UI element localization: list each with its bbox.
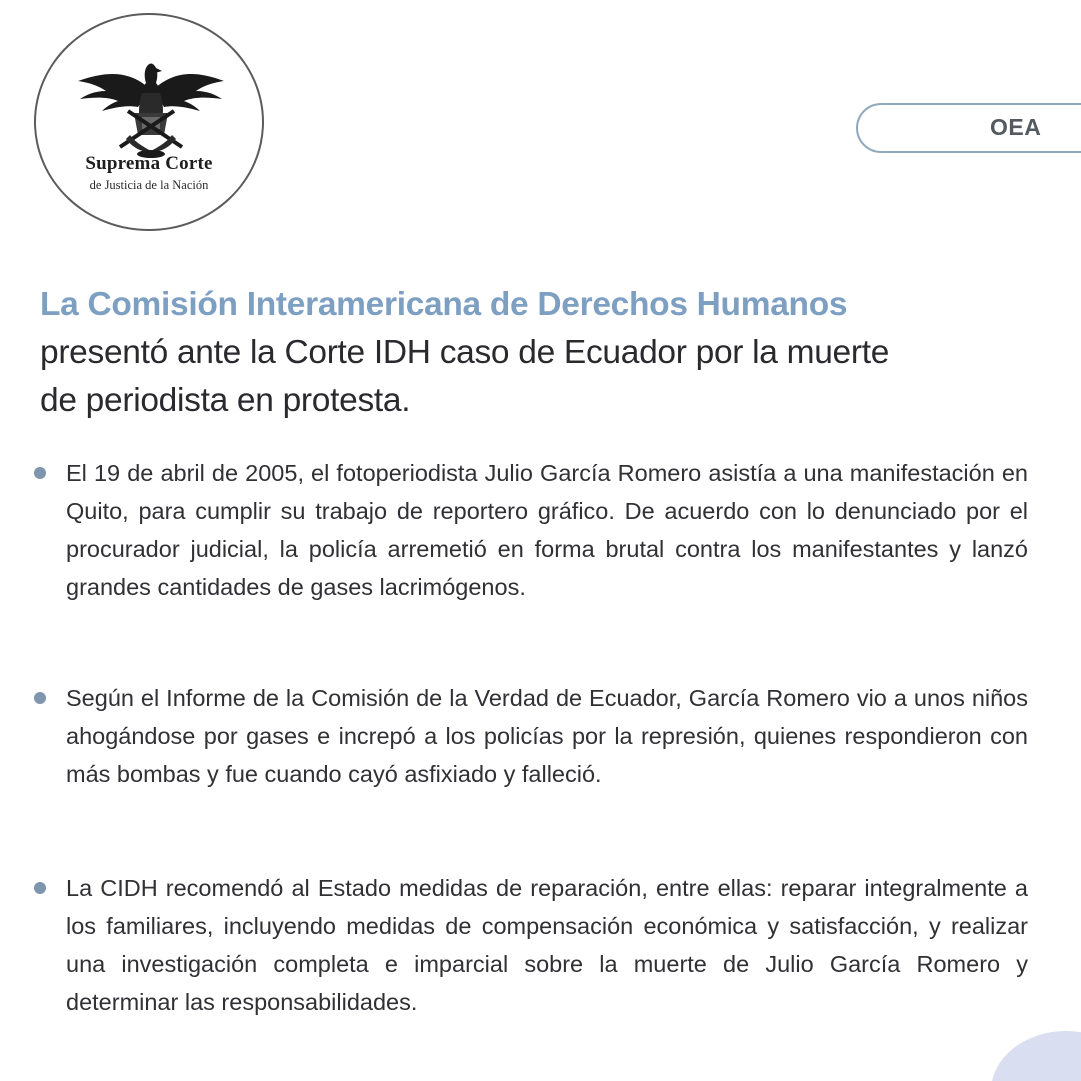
eagle-emblem-icon xyxy=(72,51,230,161)
oea-tag xyxy=(856,103,1081,153)
court-logo xyxy=(34,13,264,231)
bullet-dot-icon xyxy=(34,467,46,479)
headline-line-2: presentó ante la Corte IDH caso de Ecuador por la muerte xyxy=(40,334,890,371)
oea-label: OEA xyxy=(990,114,1042,140)
headline-line-3: de periodista en protesta. xyxy=(40,382,411,419)
headline xyxy=(40,281,1070,425)
bullet-text: Según el Informe de la Comisión de la Verdad de Ecuador, García Romero vio a unos niños ahogándose por gases e increpó a los policías por la represión, quienes respondieron con más bombas y fue cuando cayó asfixiado y falleció. xyxy=(66,685,1028,787)
headline-accent: La Comisión Interamericana de Derechos Humanos xyxy=(40,286,848,323)
bullet-dot-icon xyxy=(34,882,46,894)
bullet-dot-icon xyxy=(34,692,46,704)
logo-subtitle: de Justicia de la Nación xyxy=(89,178,209,192)
logo-title: Suprema Corte xyxy=(85,153,213,174)
decorative-corner-shape xyxy=(991,1031,1081,1081)
bullet-text: La CIDH recomendó al Estado medidas de reparación, entre ellas: reparar integralmente a los familiares, incluyendo medidas de compensación económica y satisfacción, y realizar una investigación completa e imparcial sobre la muerte de Julio García Romero y determinar las responsabilidades. xyxy=(66,875,1028,1015)
bullet-text: El 19 de abril de 2005, el fotoperiodista Julio García Romero asistía a una manifestación en Quito, para cumplir su trabajo de reportero gráfico. De acuerdo con lo denunciado por el procurador judicial, la policía arremetió en forma brutal contra los manifestantes y lanzó grandes cantidades de gases lacrimógenos. xyxy=(66,460,1028,600)
